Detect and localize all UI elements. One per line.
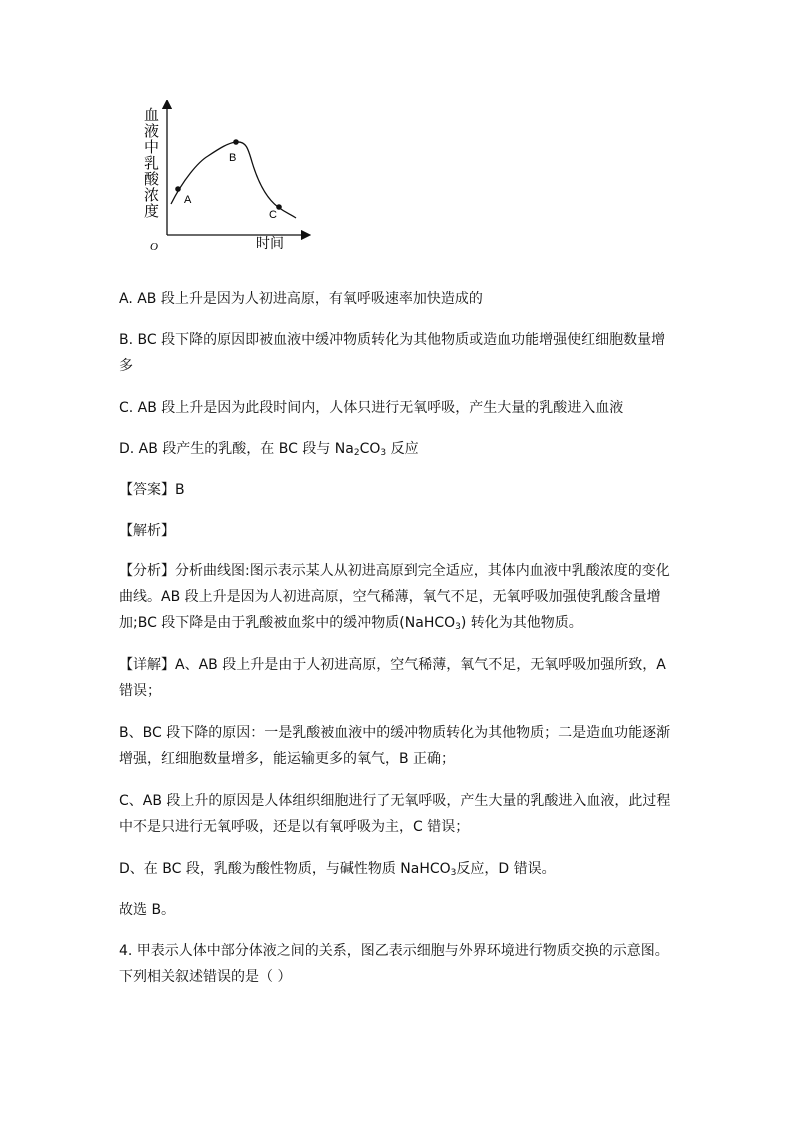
question-4: 4. 甲表示人体中部分体液之间的关系，图乙表示细胞与外界环境进行物质交换的示意图。 下列相关叙述错误的是（ ） <box>119 943 669 985</box>
point-b-label: B <box>229 152 237 164</box>
y-axis-label: 血液中乳酸浓度 <box>144 106 160 220</box>
analysis-tag: 【分析】 <box>119 563 175 579</box>
option-b <box>119 327 699 379</box>
option-b-line2: 多 <box>119 358 133 374</box>
point-c <box>276 204 282 210</box>
option-a: A. AB 段上升是因为人初进高原，有氧呼吸速率加快造成的 <box>119 291 483 307</box>
analysis-paragraph: 【分析】分析曲线图:图示表示某人从初进高原到完全适应，其体内血液中乳酸浓度的变化 曲线。AB 段上升是因为人初进高原，空气稀薄，氧气不足，无氧呼吸加强使乳酸含量增 加;BC 段下降是由于乳酸被血浆中的缓冲物质(NaHCO$_3$) 转化为其他物质。 <box>119 563 670 632</box>
answer: 【答案】B <box>119 482 185 498</box>
point-a-label: A <box>184 194 192 206</box>
detail-c: C、AB 段上升的原因是人体组织细胞进行了无氧呼吸，产生大量的乳酸进入血液，此过程 中不是只进行无氧呼吸，还是以有氧呼吸为主，C 错误； <box>119 793 671 835</box>
detail-b: B、BC 段下降的原因：一是乳酸被血液中的缓冲物质转化为其他物质；二是造血功能逐渐 增强，红细胞数量增多，能运输更多的氧气，B 正确； <box>119 725 671 767</box>
detail-tag: 【详解】 <box>119 657 175 673</box>
conclusion: 故选 B。 <box>119 902 176 918</box>
detail-d: D、在 BC 段，乳酸为酸性物质，与碱性物质 NaHCO$_3$反应，D 错误。 <box>119 861 556 878</box>
analysis-header: 【解析】 <box>119 523 175 539</box>
detail-a: 【详解】A、AB 段上升是由于人初进高原，空气稀薄，氧气不足，无氧呼吸加强所致，A 错误； <box>119 657 666 699</box>
option-d: D. AB 段产生的乳酸，在 BC 段与 $Na_2CO_3$ 反应 <box>119 441 419 458</box>
origin-label: O <box>150 241 158 253</box>
x-axis-label: 时间 <box>256 236 284 252</box>
option-c: C. AB 段上升是因为此段时间内，人体只进行无氧呼吸，产生大量的乳酸进入血液 <box>119 400 624 416</box>
point-c-label: C <box>269 209 277 221</box>
chart-svg <box>138 100 313 260</box>
lactic-acid-chart <box>138 100 313 260</box>
point-b <box>233 139 239 145</box>
point-a <box>175 186 181 192</box>
option-b-line1: B. BC 段下降的原因即被血液中缓冲物质转化为其他物质或造血功能增强使红细胞数量增 <box>119 332 666 348</box>
